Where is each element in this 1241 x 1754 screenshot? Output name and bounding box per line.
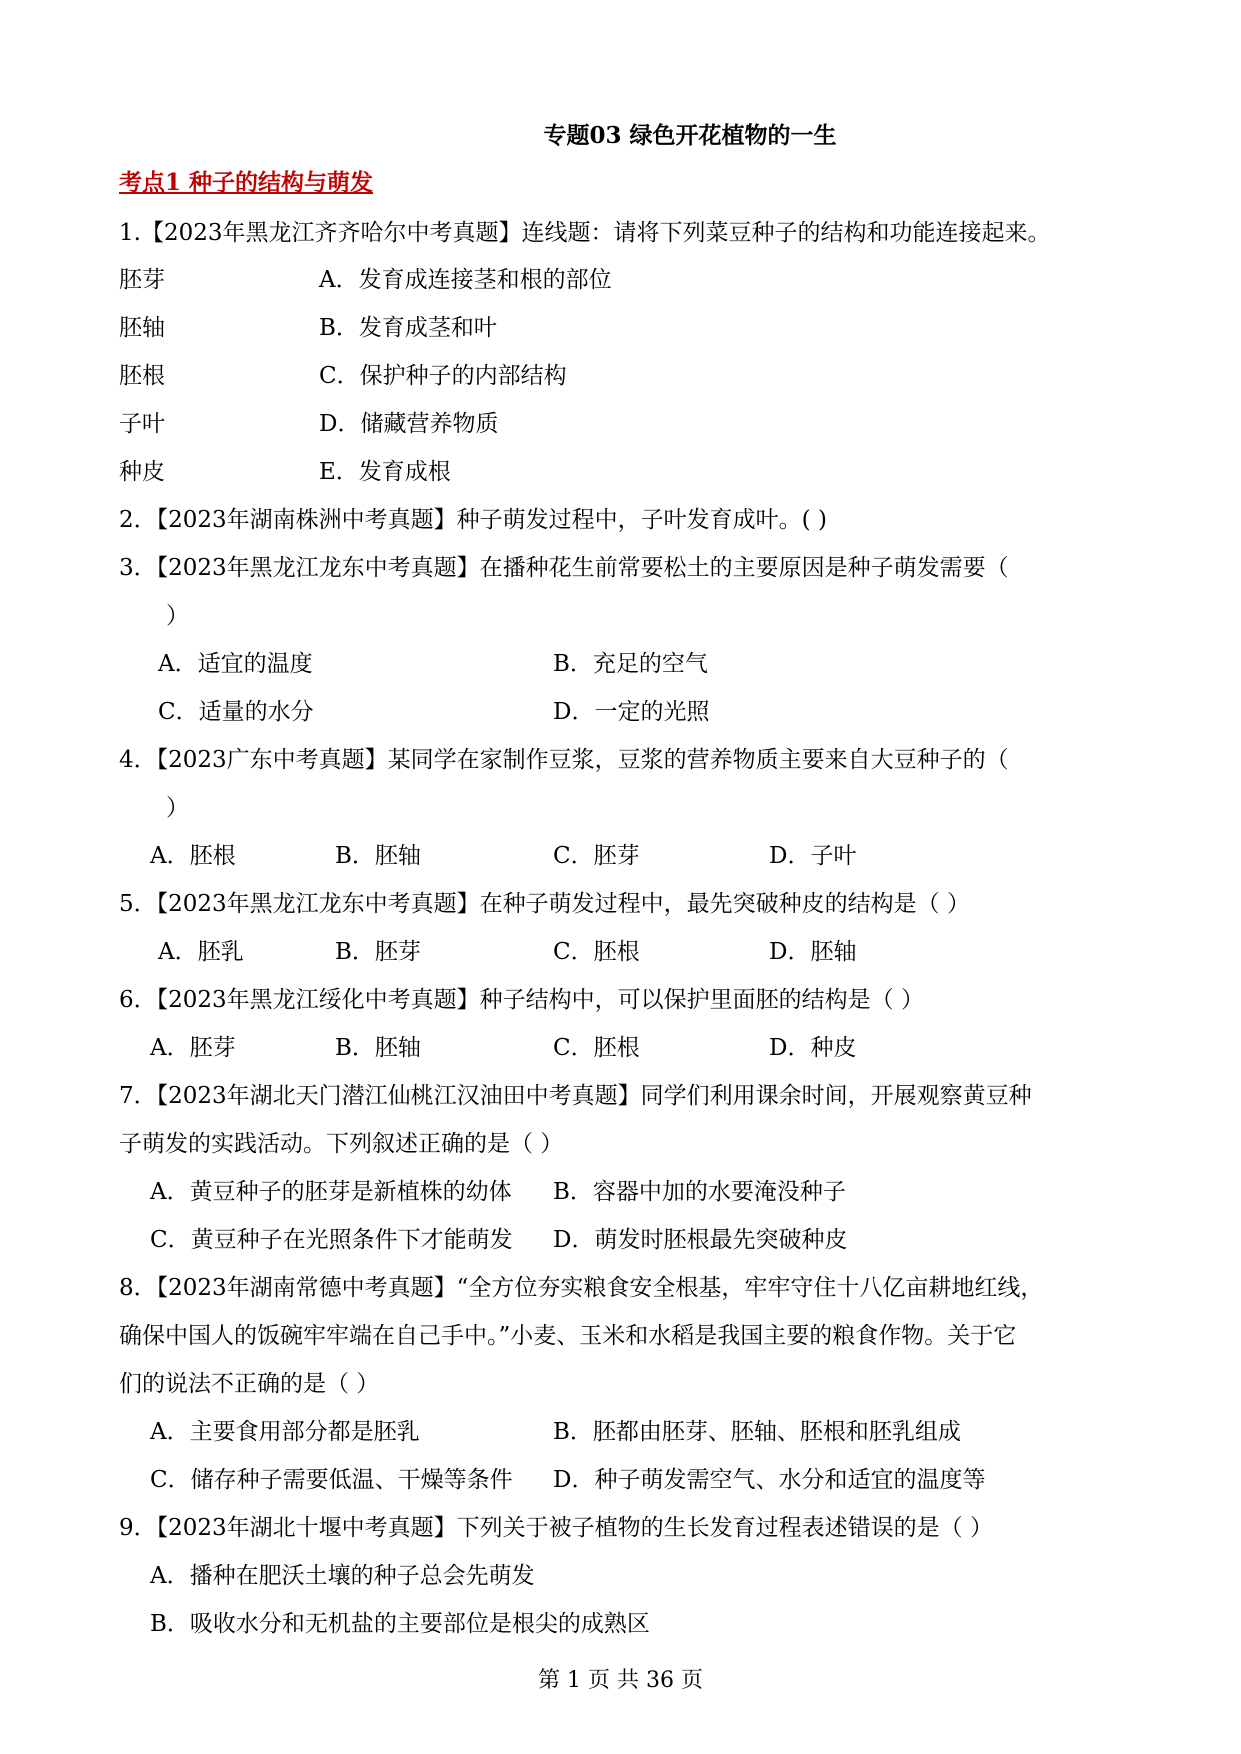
section-heading: 考点1 种子的结构与萌发 (119, 169, 374, 196)
q8-option: A．主要食用部分都是胚乳 (150, 1419, 420, 1445)
q8-option: B．胚都由胚芽、胚轴、胚根和胚乳组成 (553, 1419, 961, 1445)
q7-option: A．黄豆种子的胚芽是新植株的幼体 (150, 1179, 512, 1205)
question-3-stem: 3．【2023年黑龙江龙东中考真题】在播种花生前常要松土的主要原因是种子萌发需要（ (119, 555, 1009, 581)
question-4-stem-cont: ） (166, 795, 189, 821)
question-8-stem-cont: 们的说法不正确的是（ ） (119, 1371, 380, 1397)
q4-option: A．胚根 (150, 843, 236, 869)
q3-option: B．充足的空气 (553, 651, 708, 677)
question-8-stem-cont: 确保中国人的饭碗牢牢端在自己手中。”小麦、玉米和水稻是我国主要的粮食作物。关于它 (119, 1323, 1017, 1349)
question-6-stem: 6．【2023年黑龙江绥化中考真题】种子结构中，可以保护里面胚的结构是（ ） (119, 987, 924, 1013)
q3-option: C．适量的水分 (158, 699, 314, 725)
q1-left-item: 胚轴 (119, 315, 165, 341)
q7-option: C．黄豆种子在光照条件下才能萌发 (150, 1227, 513, 1253)
q5-option: A．胚乳 (158, 939, 244, 965)
q8-option: D．种子萌发需空气、水分和适宜的温度等 (553, 1467, 986, 1493)
question-7-stem: 7．【2023年湖北天门潜江仙桃江汉油田中考真题】同学们利用课余时间，开展观察黄豆种 (119, 1083, 1032, 1109)
q8-option: C．储存种子需要低温、干燥等条件 (150, 1467, 513, 1493)
q5-option: D．胚轴 (769, 939, 857, 965)
page-footer: 第 1 页 共 36 页 (538, 1668, 703, 1693)
q9-option: A．播种在肥沃土壤的种子总会先萌发 (150, 1563, 535, 1589)
question-4-stem: 4．【2023广东中考真题】某同学在家制作豆浆，豆浆的营养物质主要来自大豆种子的（ (119, 747, 1009, 773)
q3-option: A．适宜的温度 (158, 651, 313, 677)
question-7-stem-cont: 子萌发的实践活动。下列叙述正确的是（ ） (119, 1131, 564, 1157)
q4-option: B．胚轴 (335, 843, 421, 869)
q4-option: D．子叶 (769, 843, 857, 869)
q1-left-item: 子叶 (119, 411, 165, 437)
q1-right-item: A．发育成连接茎和根的部位 (319, 267, 612, 293)
q5-option: C．胚根 (553, 939, 640, 965)
q7-option: D．萌发时胚根最先突破种皮 (553, 1227, 848, 1253)
q6-option: D．种皮 (769, 1035, 857, 1061)
q1-right-item: C．保护种子的内部结构 (319, 363, 567, 389)
question-1-stem: 1.【2023年黑龙江齐齐哈尔中考真题】连线题：请将下列菜豆种子的结构和功能连接起来。 (119, 220, 1051, 246)
question-3-stem-cont: ） (166, 603, 189, 629)
q1-left-item: 种皮 (119, 459, 165, 485)
question-2-stem: 2．【2023年湖南株洲中考真题】种子萌发过程中，子叶发育成叶。( ) (119, 507, 827, 533)
q4-option: C．胚芽 (553, 843, 640, 869)
q1-right-item: E．发育成根 (319, 459, 451, 485)
page-title: 专题03 绿色开花植物的一生 (543, 122, 837, 149)
question-8-stem: 8．【2023年湖南常德中考真题】“全方位夯实粮食安全根基，牢牢守住十八亿亩耕地红线， (119, 1275, 1044, 1301)
q3-option: D．一定的光照 (553, 699, 710, 725)
question-9-stem: 9．【2023年湖北十堰中考真题】下列关于被子植物的生长发育过程表述错误的是（ ） (119, 1515, 993, 1541)
q5-option: B．胚芽 (335, 939, 421, 965)
q1-left-item: 胚根 (119, 363, 165, 389)
q6-option: A．胚芽 (150, 1035, 236, 1061)
q6-option: B．胚轴 (335, 1035, 421, 1061)
q6-option: C．胚根 (553, 1035, 640, 1061)
q7-option: B．容器中加的水要淹没种子 (553, 1179, 846, 1205)
q1-right-item: D．储藏营养物质 (319, 411, 499, 437)
question-5-stem: 5．【2023年黑龙江龙东中考真题】在种子萌发过程中，最先突破种皮的结构是（ ） (119, 891, 970, 917)
q1-right-item: B．发育成茎和叶 (319, 315, 497, 341)
q1-left-item: 胚芽 (119, 267, 165, 293)
q9-option: B．吸收水分和无机盐的主要部位是根尖的成熟区 (150, 1611, 650, 1637)
